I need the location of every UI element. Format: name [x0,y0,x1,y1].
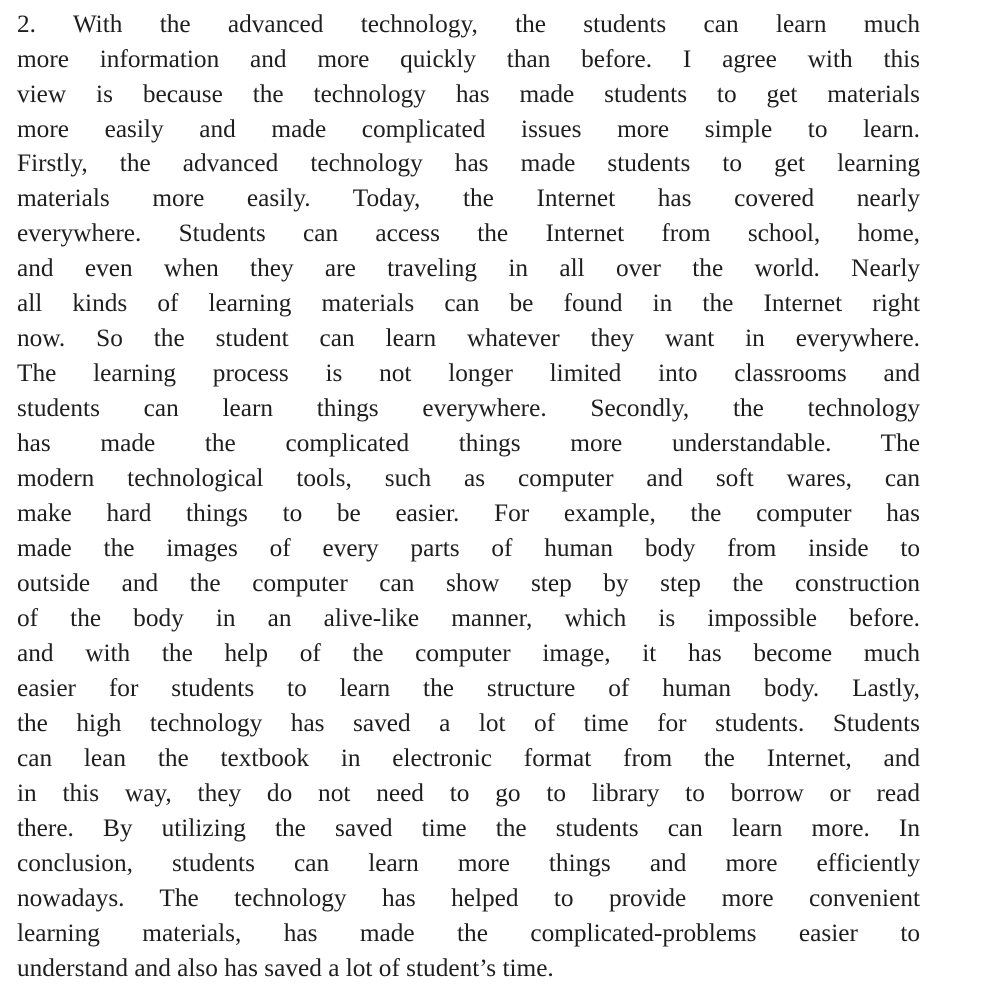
text-line-24: there. By utilizing the saved time the students can learn more. In [17,814,920,842]
text-line-20: easier for students to learn the structure of human body. Lastly, [17,674,920,702]
text-line-12: students can learn things everywhere. Secondly, the technology [17,394,920,422]
text-line-25: conclusion, students can learn more things and more efficiently [17,849,920,877]
text-line-10: now. So the student can learn whatever they want in everywhere. [17,324,920,352]
text-line-8: and even when they are traveling in all over the world. Nearly [17,254,920,282]
text-line-5: Firstly, the advanced technology has made students to get learning [17,149,920,177]
text-line-7: everywhere. Students can access the Internet from school, home, [17,219,920,247]
text-line-15: make hard things to be easier. For example, the computer has [17,499,920,527]
text-line-9: all kinds of learning materials can be found in the Internet right [17,289,920,317]
text-line-26: nowadays. The technology has helped to provide more convenient [17,884,920,912]
text-line-1: 2. With the advanced technology, the students can learn much [17,10,920,38]
text-line-23: in this way, they do not need to go to library to borrow or read [17,779,920,807]
text-line-14: modern technological tools, such as computer and soft wares, can [17,464,920,492]
text-line-4: more easily and made complicated issues more simple to learn. [17,115,920,143]
text-line-13: has made the complicated things more understandable. The [17,429,920,457]
text-line-17: outside and the computer can show step by step the construction [17,569,920,597]
text-line-3: view is because the technology has made students to get materials [17,80,920,108]
text-line-19: and with the help of the computer image, it has become much [17,639,920,667]
text-line-16: made the images of every parts of human body from inside to [17,534,920,562]
text-line-18: of the body in an alive-like manner, which is impossible before. [17,604,920,632]
text-line-6: materials more easily. Today, the Internet has covered nearly [17,184,920,212]
text-line-21: the high technology has saved a lot of time for students. Students [17,709,920,737]
text-line-27: learning materials, has made the complicated-problems easier to [17,919,920,947]
text-line-28: understand and also has saved a lot of student’s time. [17,954,554,982]
text-line-11: The learning process is not longer limited into classrooms and [17,359,920,387]
text-line-2: more information and more quickly than before. I agree with this [17,45,920,73]
text-line-22: can lean the textbook in electronic format from the Internet, and [17,744,920,772]
